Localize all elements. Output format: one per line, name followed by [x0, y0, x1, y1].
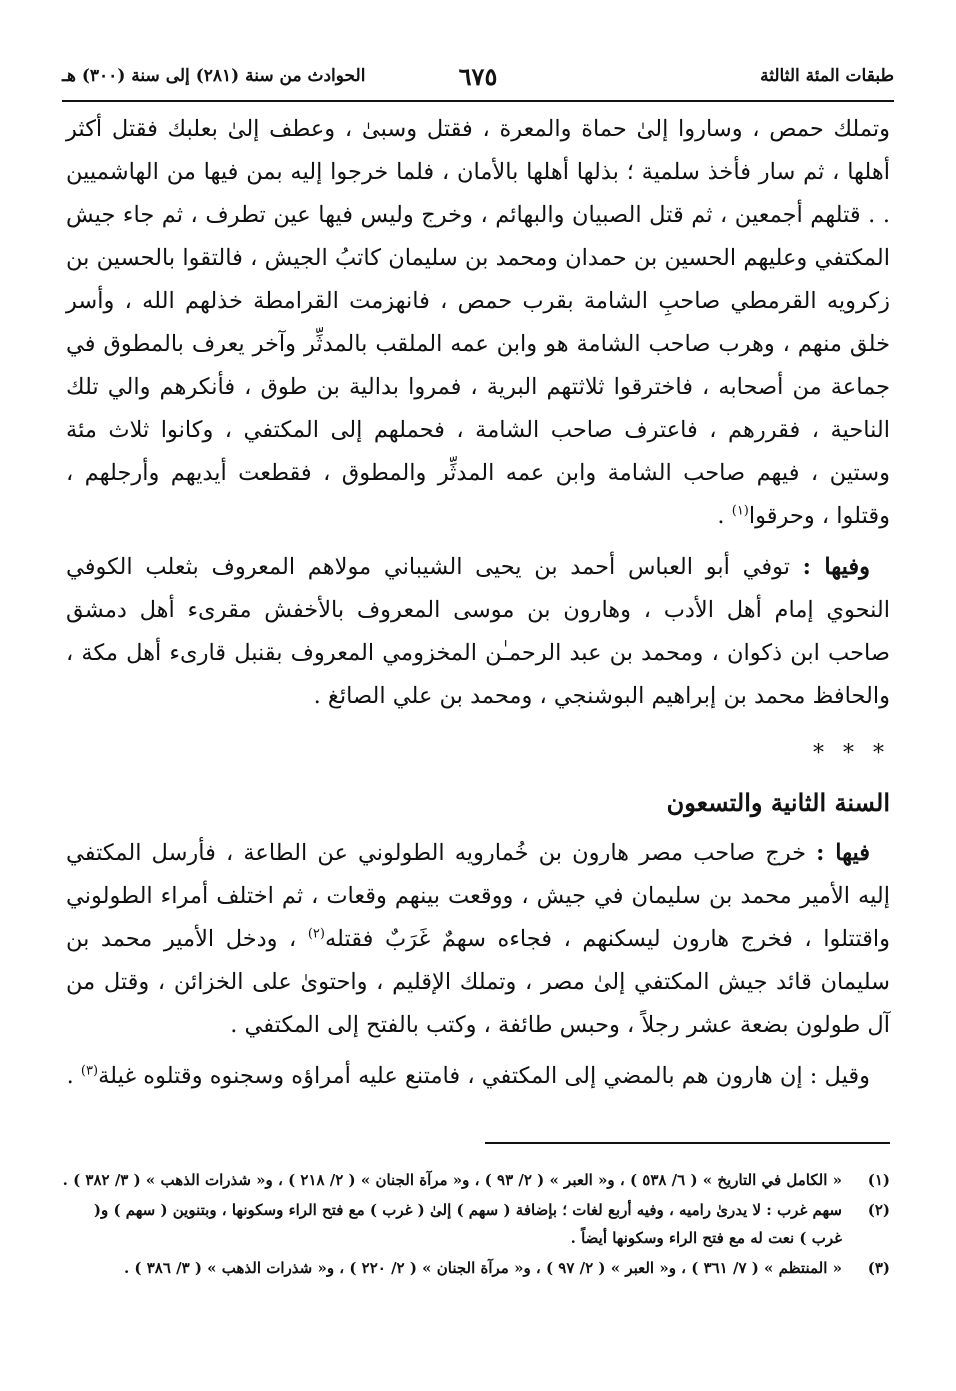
header-rule	[62, 100, 894, 102]
footnote-rule	[485, 1142, 890, 1144]
footnote-number: (٣)	[867, 1259, 890, 1277]
footnote-1	[62, 1166, 890, 1194]
footnotes	[62, 1166, 890, 1284]
footnote-ref-2: (٢)	[307, 926, 325, 942]
footnote-number: (١)	[867, 1171, 890, 1189]
footnote-ref-1: (١)	[731, 503, 749, 519]
paragraph-2: وفيها : توفي أبو العباس أحمد بن يحيى الشيباني مولاهم المعروف بثعلب الكوفي النحوي إمام أهل الأدب ، وهارون بن موسى المعروف بالأخفش مقرىء أهل دمشق صاحب ابن ذكوان ، ومحمد بن عبد الرحمـٰن المخزومي المعروف بقنبل قارىء أهل مكة ، والحافظ محمد بن إبراهيم البوشنجي ، ومحمد بن علي الصائغ .	[66, 554, 890, 709]
footnote-2	[62, 1196, 890, 1252]
footnote-3	[62, 1254, 890, 1282]
header-chapter-range: الحوادث من سنة (٢٨١) إلى سنة (٣٠٠) هـ	[62, 66, 366, 86]
footnote-text: سهم غرب : لا يدرىٰ راميه ، وفيه أربع لغات ؛ بإضافة ( سهم ) إلىٰ ( غرب ) مع فتح الراء وسكونها ، وبتنوين ( سهم ) و( غرب ) نعت له مع فتح الراء وسكونها أيضاً .	[93, 1201, 842, 1247]
paragraph-3: فيها : خرج صاحب مصر هارون بن خُمارويه الطولوني عن الطاعة ، فأرسل المكتفي إليه الأمير محمد بن سليمان في جيش ، ووقعت بينهم وقعات ، ثم اختلف أمراء الطولوني واقتتلوا ، فخرج هارون ليسكنهم ، فجاءه سهمٌ غَرَبٌ فقتله$^{(٢)}$ ، ودخل الأمير محمد بن سليمان قائد جيش المكتفي إلىٰ مصر ، وتملك الإقليم ، واحتوىٰ على الخزائن ، وقتل من آل طولون بضعة عشر رجلاً ، وحبس طائفة ، وكتب بالفتح إلى المكتفي .	[66, 840, 890, 1038]
footnote-ref-3: (٣)	[80, 1063, 99, 1079]
section-separator: * * *	[813, 741, 890, 766]
running-header	[62, 58, 894, 94]
footnote-text: « الكامل في التاريخ » ( ٦/ ٥٣٨ ) ، و« العبر » ( ٢/ ٩٣ ) ، و« مرآة الجنان » ( ٢/ ٢١٨ ) ، و« شذرات الذهب » ( ٣/ ٣٨٢ ) .	[62, 1171, 842, 1189]
header-book-section: طبقات المئة الثالثة	[760, 66, 894, 86]
paragraph-4: وقيل : إن هارون هم بالمضي إلى المكتفي ، فامتنع عليه أمراؤه وسجنوه وقتلوه غيلة$^{(٣)}$ .	[66, 1063, 870, 1089]
paragraph-3-lead: فيها :	[816, 840, 870, 866]
footnote-number: (٢)	[867, 1201, 890, 1219]
section-title: السنة الثانية والتسعون	[666, 788, 890, 817]
footnote-text: « المنتظم » ( ٧/ ٣٦١ ) ، و« العبر » ( ٢/ ٩٧ ) ، و« مرآة الجنان » ( ٢/ ٢٢٠ ) ، و« شذرات الذهب » ( ٣/ ٣٨٦ ) .	[123, 1259, 842, 1277]
page-number: ٦٧٥	[458, 61, 498, 91]
paragraph-2-lead: وفيها :	[802, 554, 870, 580]
main-text	[66, 108, 890, 1098]
paragraph-1: وتملك حمص ، وساروا إلىٰ حماة والمعرة ، فقتل وسبىٰ ، وعطف إلىٰ بعلبك فقتل أكثر أهلها ، ثم سار فأخذ سلمية ؛ بذلها أهلها بالأمان ، فلما خرجوا إليه بمن فيها من الهاشميين . . قتلهم أجمعين ، ثم قتل الصبيان والبهائم ، وخرج وليس فيها عين تطرف ، ثم جاء جيش المكتفي وعليهم الحسين بن حمدان ومحمد بن سليمان كاتبُ الجيش ، فالتقوا بالحسين بن زكرويه القرمطي صاحبِ الشامة بقرب حمص ، فانهزمت القرامطة خذلهم الله ، وأسر خلق منهم ، وهرب صاحب الشامة هو وابن عمه الملقب بالمدثِّر وآخر يعرف بالمطوق في جماعة من أصحابه ، فاخترقوا ثلاثتهم البرية ، فمروا بدالية بن طوق ، فأنكرهم والي تلك الناحية ، فقررهم ، فاعترف صاحب الشامة ، فحملهم إلى المكتفي ، وكانوا ثلاث مئة وستين ، فيهم صاحب الشامة وابن عمه المدثِّر والمطوق ، فقطعت أيديهم وأرجلهم ، وقتلوا ، وحرقوا$^{(١)}$ .	[66, 116, 890, 529]
